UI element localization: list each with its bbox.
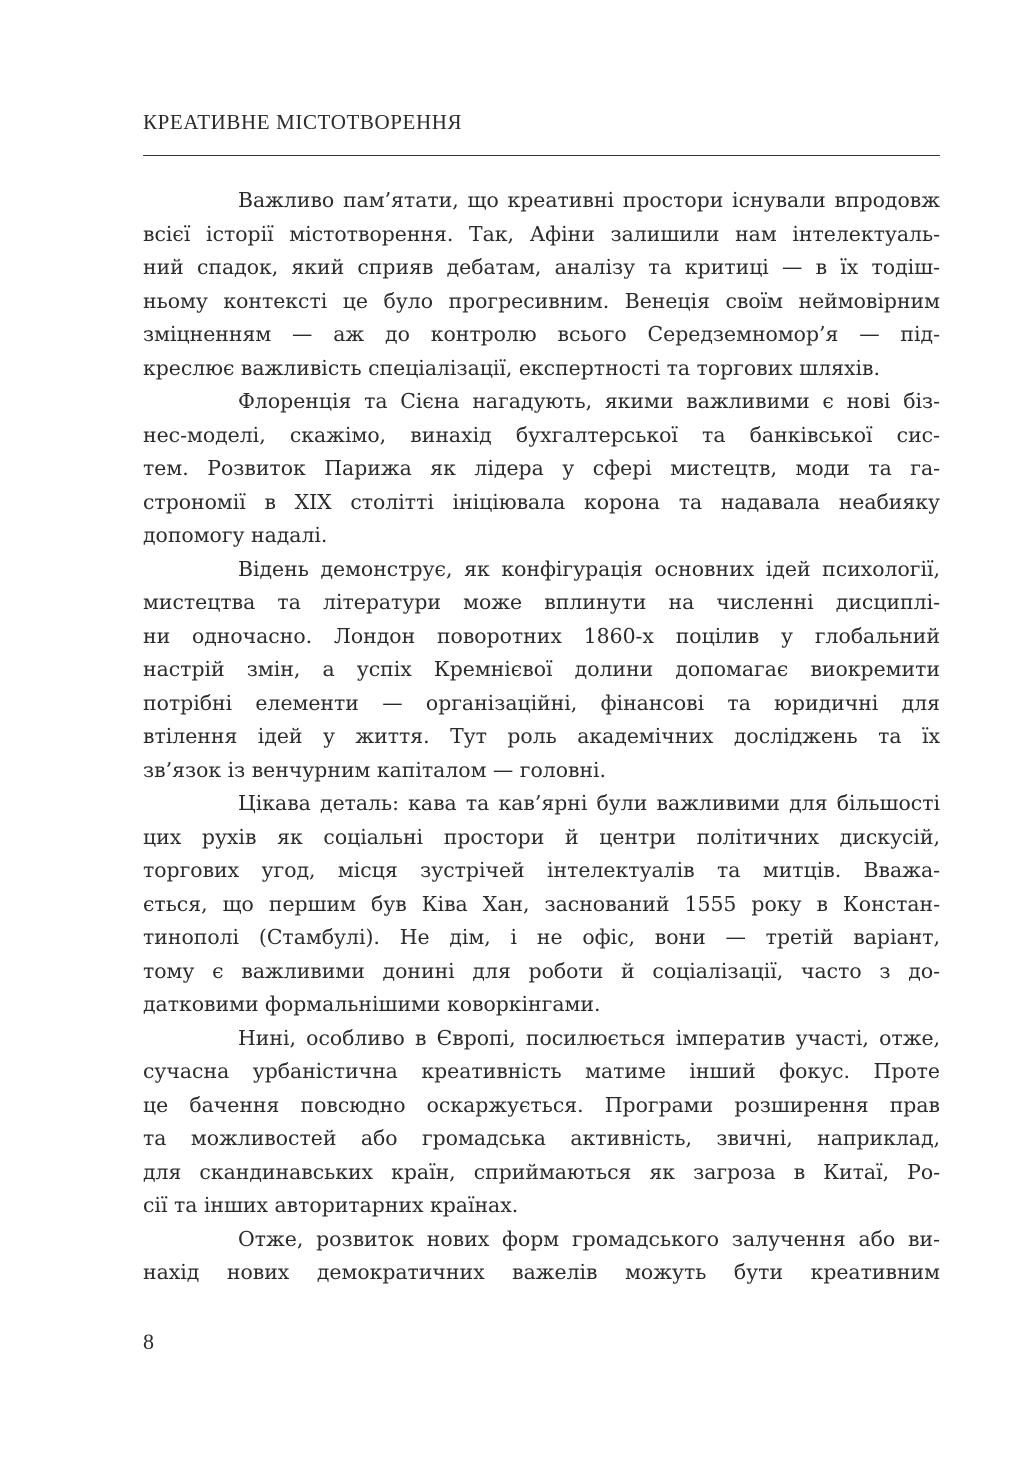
text-line: цих рухів як соціальні простори й центри політичних дискусій, <box>143 824 940 849</box>
paragraph <box>143 553 940 788</box>
text-line: сії та інших авторитарних країнах. <box>143 1193 519 1217</box>
text-line: потрібні елементи — організаційні, фінансові та юридичні для <box>143 690 940 715</box>
text-line: нес-моделі, скажімо, винахід бухгалтерської та банківської сис- <box>143 422 940 447</box>
text-line: Важливо пам’ятати, що креативні простори існували впродовж <box>238 188 940 212</box>
paragraph <box>143 385 940 553</box>
paragraph <box>143 1022 940 1223</box>
text-line: настрій змін, а успіх Кремнієвої долини допомагає виокремити <box>143 657 940 681</box>
running-head: КРЕАТИВНЕ МІСТОТВОРЕННЯ <box>143 110 463 134</box>
text-line: ньому контексті це було прогресивним. Венеція своїм неймовірним <box>143 288 940 313</box>
text-line: та можливостей або громадська активність, звичні, наприклад, <box>143 1126 940 1150</box>
text-line: це бачення повсюдно оскаржується. Програми розширення прав <box>143 1092 940 1117</box>
text-line: креслює важливість спеціалізації, експертності та торгових шляхів. <box>143 355 880 380</box>
page-number: 8 <box>143 1329 154 1354</box>
text-line: ни одночасно. Лондон поворотних 1860-х поцілив у глобальний <box>143 623 940 648</box>
text-line: допомогу надалі. <box>143 523 328 547</box>
text-line: датковими формальнішими коворкінгами. <box>143 992 601 1016</box>
text-line: для скандинавських країн, сприймаються як загроза в Китаї, Ро- <box>143 1159 940 1184</box>
text-line: зв’язок із венчурним капіталом — головні. <box>143 757 607 782</box>
text-line: Відень демонструє, як конфігурація основних ідей психології, <box>238 556 940 581</box>
text-line: втілення ідей у життя. Тут роль академічних досліджень та їх <box>143 724 940 748</box>
text-line: тем. Розвиток Парижа як лідера у сфері мистецтв, моди та га- <box>143 456 940 480</box>
text-line: зміцненням — аж до контролю всього Середземномор’я — під- <box>143 322 940 346</box>
text-line: Нині, особливо в Європі, посилюється імператив участі, отже, <box>238 1025 940 1050</box>
text-line: строномії в XIX столітті ініціювала корона та надавала неабияку <box>143 489 940 514</box>
text-line: Флоренція та Сієна нагадують, якими важливими є нові біз- <box>238 389 940 413</box>
text-line: торгових угод, місця зустрічей інтелектуалів та митців. Вважа- <box>143 858 940 882</box>
text-line: нахід нових демократичних важелів можуть бути креативним <box>143 1260 940 1284</box>
text-line: ється, що першим був Ківа Хан, заснований 1555 року в Констан- <box>143 891 940 916</box>
header-rule <box>143 155 940 156</box>
text-line: Отже, розвиток нових форм громадського залучення або ви- <box>238 1226 940 1251</box>
text-line: тому є важливими донині для роботи й соціалізації, часто з до- <box>143 958 940 983</box>
text-line: мистецтва та літератури може вплинути на численні дисциплі- <box>143 590 940 614</box>
text-line: Цікава деталь: кава та кав’ярні були важливими для більшості <box>238 791 940 815</box>
paragraph <box>143 184 940 385</box>
body-text <box>143 184 940 1290</box>
text-line: ний спадок, який сприяв дебатам, аналізу та критиці — в їх тодіш- <box>143 255 940 279</box>
paragraph <box>143 1223 940 1290</box>
text-line: тинополі (Стамбулі). Не дім, і не офіс, вони — третій варіант, <box>143 925 940 949</box>
text-line: всієї історії містотворення. Так, Афіни залишили нам інтелектуаль- <box>143 221 940 246</box>
paragraph <box>143 787 940 1022</box>
text-line: сучасна урбаністична креативність матиме інший фокус. Проте <box>143 1059 940 1083</box>
